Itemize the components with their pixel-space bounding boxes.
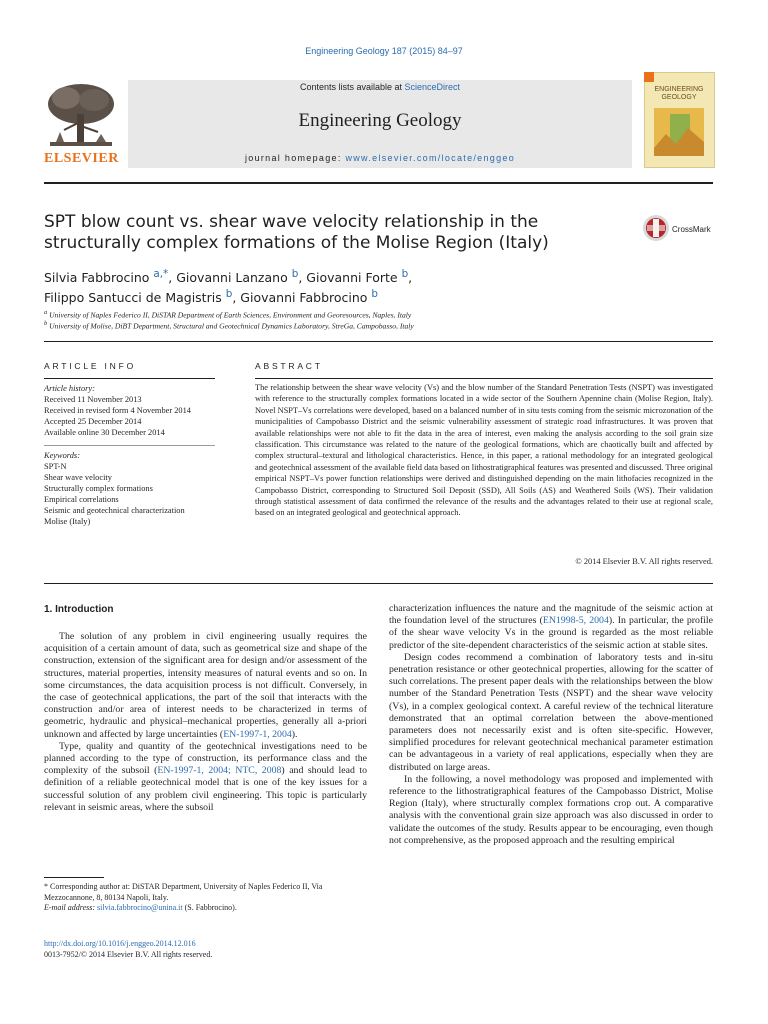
intro-paragraph-2-cont: characterization influences the nature and the magnitude of the seismic action at the foundation level of the structures (EN1998-5, 2004). In particular, the profile of the shear wave velocity Vs in the ground is regarded as the most reliable predictor of the site-dependent characteristics of the seismic action at stable sites. (389, 603, 714, 651)
history-accepted: Accepted 25 December 2014 (44, 417, 142, 426)
keywords (44, 450, 219, 527)
homepage-link[interactable]: www.elsevier.com/locate/enggeo (345, 153, 516, 163)
introduction-heading: 1. Introduction (44, 604, 114, 615)
keyword-item: SPT-N (44, 462, 67, 471)
author-4: Filippo Santucci de Magistris $^b$, (44, 288, 237, 306)
citation-link[interactable]: EN-1997-1, 2004; NTC, 2008 (157, 765, 282, 777)
history-received: Received 11 November 2013 (44, 395, 142, 404)
intro-paragraph-1: The solution of any problem in civil engineering usually requires the acquisition of a certain amount of data, such as geometrical size and shape of the construction, extension of the significant area for design and/or assessment of the structures, material properties, intensity measures of natural events and so on. In some circumstances, the data acquisition process is not difficult. Conversely, in the case of geotechnical applications, the part of the soil that interacts with the construction and/or area of interest needs to be characterized in terms of geometric, hydraulic and physical–mechanical properties, generally all a-priori unknown and affected by large uncertainties (EN-1997-1, 2004). (44, 631, 367, 740)
abstract-bottom-rule (44, 583, 713, 584)
abstract-heading: ABSTRACT (255, 361, 323, 371)
contents-line (128, 82, 632, 92)
cover-elsevier-mark (644, 72, 654, 82)
keyword-item: Structurally complex formations (44, 484, 153, 493)
intro-paragraph-2: Type, quality and quantity of the geotechnical investigations need to be planned according to the type of construction, its performance class and the complexity of the subsoil (EN-1997-1, 2004; NTC, 2008) and should lead to definition of a reliable geotechnical model that is one of the key issues for a successful solution of any problem civil engineering. This topic is particularly relevant in seismic areas, where the subsoil (44, 740, 367, 813)
affiliation-a: $^a$ University of Naples Federico II, DiSTAR Department of Earth Sciences, Environment and Georesources, Naples, Italy (44, 309, 412, 320)
journal-homepage (128, 153, 632, 163)
crossmark-label[interactable]: CrossMark (672, 225, 711, 234)
affiliation-rule (44, 341, 713, 342)
author-3: Giovanni Forte $^b$, (306, 268, 413, 286)
cover-title: ENGINEERING GEOLOGY (654, 86, 704, 101)
article-history-label: Article history: (44, 384, 95, 393)
cover-artwork (654, 108, 704, 156)
citation-link[interactable]: EN1998-5, 2004 (542, 615, 609, 627)
contents-prefix: Contents lists available at (299, 82, 405, 92)
article-history (44, 383, 219, 438)
journal-title: Engineering Geology (298, 110, 462, 131)
affiliation-b: $^b$ University of Molise, DiBT Department, Structural and Geotechnical Dynamics Laboratory, StreGa, Campobasso, Italy (44, 320, 414, 331)
author-list (44, 266, 644, 306)
crossmark-icon[interactable] (642, 214, 670, 242)
article-info-rule (44, 378, 215, 379)
author-2: Giovanni Lanzano $^b$, (176, 268, 303, 286)
history-revised: Received in revised form 4 November 2014 (44, 406, 191, 415)
intro-paragraph-4: In the following, a novel methodology was proposed and implemented with reference to the lithostratigraphical features of the Campobasso District, Molise Region (Italy), where structurally complex formations crop out. A comparative analysis with the conventional grain size approach was also discussed in order to validate the outcomes of the study. Results appear to be encouraging, even though not comprehensive, as the proposed approach and the resulting empirical (389, 773, 713, 846)
history-online: Available online 30 December 2014 (44, 428, 165, 437)
elsevier-tree-logo (44, 80, 118, 150)
issn-line: 0013-7952/© 2014 Elsevier B.V. All rights reserved. (44, 950, 213, 959)
sciencedirect-link[interactable]: ScienceDirect (404, 82, 461, 92)
footnote-rule (44, 877, 104, 878)
keyword-item: Molise (Italy) (44, 517, 91, 526)
email-link[interactable]: silvia.fabbrocino@unina.it (97, 903, 183, 912)
header-rule (44, 182, 713, 184)
abstract-copyright: © 2014 Elsevier B.V. All rights reserved. (575, 557, 713, 566)
intro-paragraph-3: Design codes recommend a combination of laboratory tests and in-situ penetration resistance or other geotechnical properties, allowing for the scatter of such correlations. The present paper deals with the relationships between the blow number of the Standard Penetration Tests (NSPT) and the shear wave velocity (Vs), in a complex geological context. A careful review of the technical literature demonstrated that an optimal correlation between the above-mentioned parameters does not necessarily exist and is often site-specific. However, simplified procedures for relevant geotechnical mechanical parameter estimation can be advantageous in a variety of real applications, especially when they are distributed on large areas. (389, 651, 713, 773)
keyword-item: Shear wave velocity (44, 473, 112, 482)
journal-reference[interactable]: Engineering Geology 187 (2015) 84–97 (305, 46, 463, 56)
author-5: Giovanni Fabbrocino $^b$ (240, 288, 379, 306)
keywords-rule (44, 445, 215, 446)
intro-left-column (44, 631, 367, 814)
corresponding-footnote: * Corresponding author at: DiSTAR Department, University of Naples Federico II, Via Mezzocannone, 8, 80134 Napoli, Italy. E-mail address: silvia.fabbrocino@unina.it (S. Fabbrocino). (44, 882, 323, 912)
article-info-heading: ARTICLE INFO (44, 361, 137, 371)
homepage-prefix: journal homepage: (244, 153, 346, 163)
abstract-body: The relationship between the shear wave velocity (Vs) and the blow number of the Standard Penetration Tests (NSPT) was investigated with reference to the structurally complex formations located in a wide sector of the Southern Apennine chain (Molise Region, Italy). Novel NSPT–Vs correlations were developed, based on a balanced number of in situ tests coming from the seismic microzonation of the municipalities of Campobasso District and the seismic vulnerability assessment of strategic road infrastructures. It was proven that available relationships were not able to fit the data in the area of interest, even making the analysis according to the soil grain size classification. This circumstance was related to the nature of the geological formations, which are chaotically built and affected by complex structural–textural and lithological characteristics. Hence, in this paper, a rational methodology for an integrated geological and geotechnical assessment of the available field data based on lithostratigraphical features was presented and discussed. Three original empirical NSPT–Vs power function relationships were derived and distinguished depending on the main lithofacies recognized in the Campobasso District, corresponding to Structured Soil Deposit (SSD), All Soils (AS) and Weathered Soils (WS). Their validation through statistical assessment of data confirmed the relevance of the results and the advantages related to their use at regional scale, based on an integrated geological and geotechnical approach. (255, 383, 713, 518)
article-title: SPT blow count vs. shear wave velocity relationship in the structurally complex formations of the Molise Region (Italy) (44, 212, 549, 253)
elsevier-wordmark: ELSEVIER (44, 151, 119, 166)
citation-link[interactable]: EN-1997-1, 2004 (223, 728, 292, 740)
keywords-label: Keywords: (44, 451, 80, 460)
keyword-item: Seismic and geotechnical characterization (44, 506, 185, 515)
doi-link[interactable]: http://dx.doi.org/10.1016/j.enggeo.2014.12.016 (44, 939, 196, 948)
abstract-rule (255, 378, 713, 379)
intro-right-column (389, 603, 713, 847)
author-1: Silvia Fabbrocino $^{a,*}$, (44, 268, 173, 286)
keyword-item: Empirical correlations (44, 495, 119, 504)
